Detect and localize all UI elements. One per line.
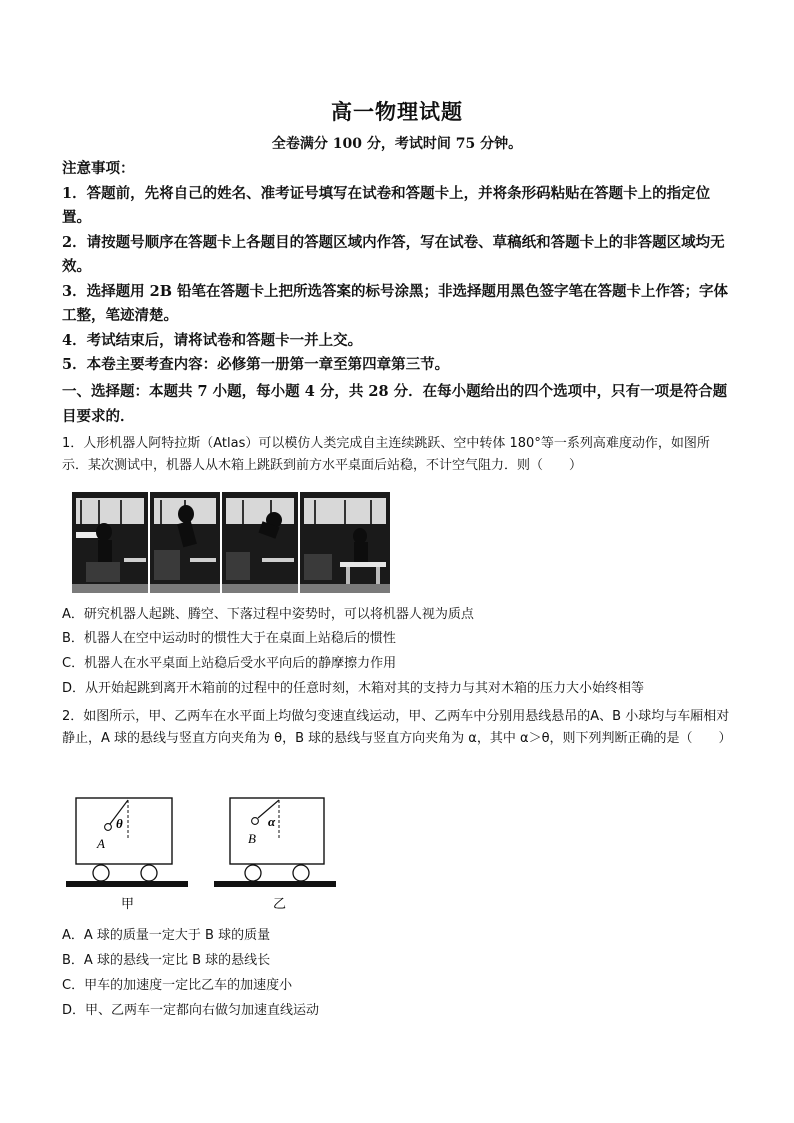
question-2-figure: [64, 794, 340, 914]
paper-subtitle: 全卷满分 100 分，考试时间 75 分钟。: [271, 136, 523, 152]
photo-frame-4: [300, 492, 390, 593]
question-1-photo-strip: [72, 492, 390, 593]
notice-item: 5．本卷主要考查内容：必修第一册第一章至第四章第三节。: [62, 356, 450, 373]
angle-alpha-label: α: [268, 814, 276, 829]
notice-item: 2．请按题号顺序在答题卡上各题目的答题区域内作答，写在试卷、草稿纸和答题卡上的非答题区域均无效。: [62, 233, 725, 275]
question-2-option-c: C．甲车的加速度一定比乙车的加速度小: [62, 978, 293, 993]
cart-yi: [214, 798, 336, 911]
robot-jump-photos: [72, 492, 390, 593]
notice-item: 3．选择题用 2B 铅笔在答题卡上把所选答案的标号涂黑；非选择题用黑色签字笔在答题卡上作答；字体工整，笔迹清楚。: [62, 282, 729, 324]
photo-frame-3: [222, 492, 298, 593]
angle-theta-label: θ: [116, 816, 123, 831]
notice-item: 1．答题前，先将自己的姓名、准考证号填写在试卷和答题卡上，并将条形码粘贴在答题卡上的指定位置。: [62, 184, 711, 226]
question-1-stem: 1．人形机器人阿特拉斯（Atlas）可以模仿人类完成自主连续跳跃、空中转体 180°等一系列高难度动作，如图所示．某次测试中，机器人从木箱上跳跃到前方水平桌面后站稳，不计空气阻力．则（ ）: [62, 436, 710, 473]
question-1-option-b: B．机器人在空中运动时的惯性大于在桌面上站稳后的惯性: [62, 631, 396, 646]
two-carts-diagram: [64, 794, 340, 914]
cart-jia-label: 甲: [121, 896, 135, 911]
photo-frame-1: [72, 492, 148, 593]
ball-a-label: A: [97, 836, 105, 851]
question-1-option-d: D．从开始起跳到离开木箱前的过程中的任意时刻，木箱对其的支持力与其对木箱的压力大小始终相等: [62, 681, 645, 696]
question-2-stem: 2．如图所示，甲、乙两车在水平面上均做匀变速直线运动，甲、乙两车中分别用悬线悬吊的A、B 小球均与车厢相对静止，A 球的悬线与竖直方向夹角为 θ，B 球的悬线与竖直方向夹角为 α，其中 α＞θ，则下列判断正确的是（ ）: [62, 709, 732, 746]
question-2-option-a: A．A 球的质量一定大于 B 球的质量: [62, 928, 271, 943]
photo-frame-2: [150, 492, 220, 593]
notice-block: [62, 157, 734, 378]
notice-item: 4．考试结束后，请将试卷和答题卡一并上交。: [62, 331, 363, 349]
question-1-option-a: A．研究机器人起跳、腾空、下落过程中姿势时，可以将机器人视为质点: [62, 607, 474, 622]
question-2-option-d: D．甲、乙两车一定都向右做匀加速直线运动: [62, 1003, 320, 1018]
ball-b-label: B: [248, 831, 256, 846]
cart-jia: [66, 798, 188, 911]
cart-yi-label: 乙: [273, 896, 287, 911]
question-1-option-c: C．机器人在水平桌面上站稳后受水平向后的静摩擦力作用: [62, 656, 397, 671]
paper-title: 高一物理试题: [331, 99, 463, 124]
section-heading: 一、选择题：本题共 7 小题，每小题 4 分，共 28 分．在每小题给出的四个选项中，只有一项是符合题目要求的．: [62, 383, 728, 425]
question-2-option-b: B．A 球的悬线一定比 B 球的悬线长: [62, 953, 271, 968]
notice-heading: 注意事项：: [62, 160, 135, 177]
